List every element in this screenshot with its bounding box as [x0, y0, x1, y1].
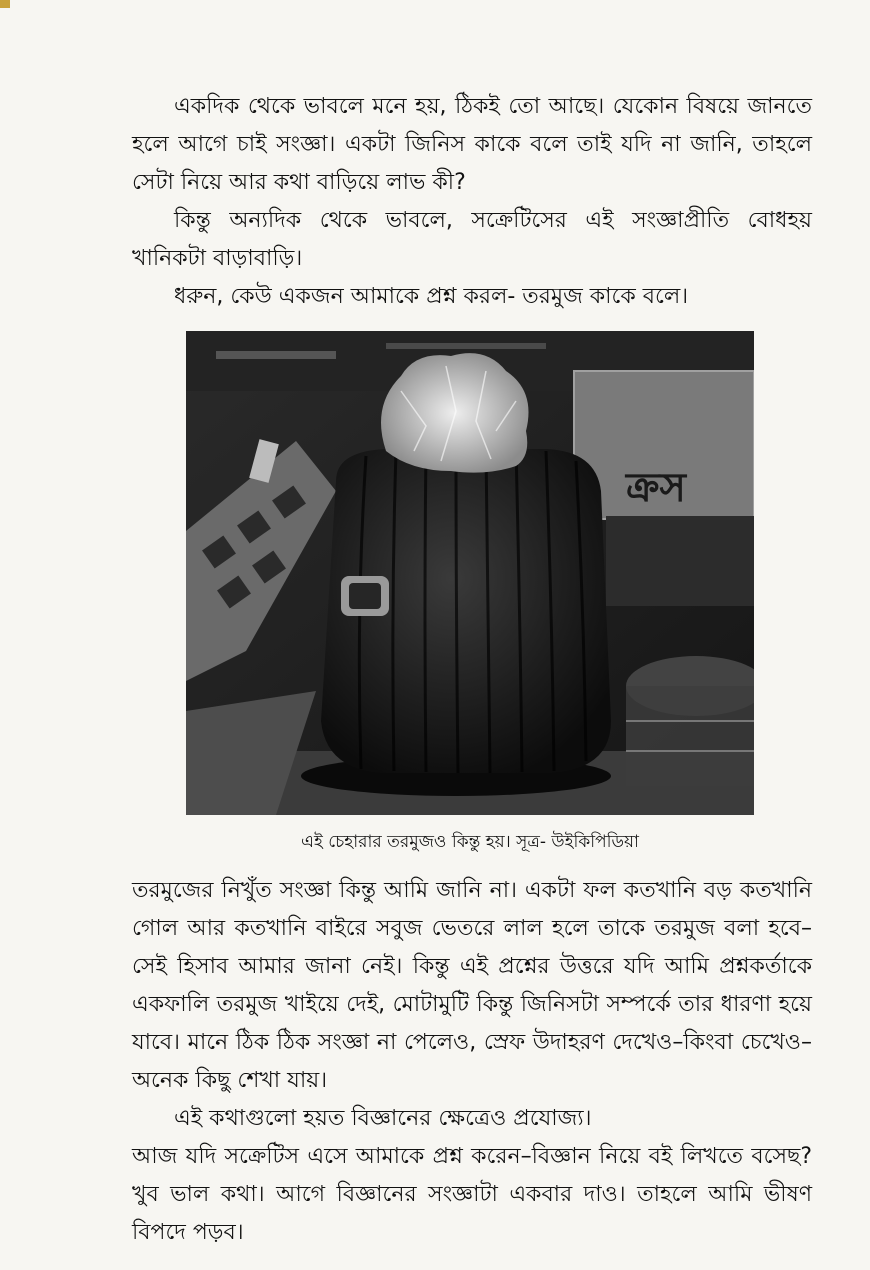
paragraph: একদিক থেকে ভাবলে মনে হয়, ঠিকই তো আছে। যেকোন বিষয়ে জানতে হলে আগে চাই সংজ্ঞা। একটা জিনিস কাকে বলে তাই যদি না জানি, তাহলে সেটা নিয়ে আর কথা বাড়িয়ে লাভ কী?	[132, 94, 812, 195]
paragraph: কিন্তু অন্যদিক থেকে ভাবলে, সক্রেটিসের এই সংজ্ঞাপ্রীতি বোধহয় খানিকটা বাড়াবাড়ি।	[132, 208, 812, 271]
paragraph: ধরুন, কেউ একজন আমাকে প্রশ্ন করল- তরমুজ কাকে বলে।	[174, 284, 689, 309]
shop-sign-text: ক্রস	[626, 465, 686, 511]
paragraph: এই কথাগুলো হয়ত বিজ্ঞানের ক্ষেত্রেও প্রযোজ্য।	[174, 1106, 592, 1131]
top-text-block	[132, 88, 812, 316]
page-corner-mark	[0, 0, 10, 8]
paragraph: আজ যদি সক্রেটিস এসে আমাকে প্রশ্ন করেন–বিজ্ঞান নিয়ে বই লিখতে বসেছ? খুব ভাল কথা। আগে বিজ্ঞানের সংজ্ঞাটা একবার দাও। তাহলে আমি ভীষণ বিপদে পড়ব।	[132, 1144, 812, 1245]
photo-illustration	[186, 331, 754, 815]
square-watermelon-photo	[186, 331, 754, 815]
figure-caption: এই চেহারার তরমুজও কিন্তু হয়। সূত্র- উইকিপিডিয়া	[301, 832, 639, 852]
bottom-text-block	[132, 872, 812, 1252]
paragraph: তরমুজের নিখুঁত সংজ্ঞা কিন্তু আমি জানি না। একটা ফল কতখানি বড় কতখানি গোল আর কতখানি বাইরে সবুজ ভেতরে লাল হলে তাকে তরমুজ বলা হবে–সেই হিসাব আমার জানা নেই। কিন্তু এই প্রশ্নের উত্তরে যদি আমি প্রশ্নকর্তাকে একফালি তরমুজ খাইয়ে দেই, মোটামুটি কিন্তু জিনিসটা সম্পর্কে তার ধারণা হয়ে যাবে। মানে ঠিক ঠিক সংজ্ঞা না পেলেও, স্রেফ উদাহরণ দেখেও–কিংবা চেখেও–অনেক কিছু শেখা যায়।	[132, 878, 812, 1093]
